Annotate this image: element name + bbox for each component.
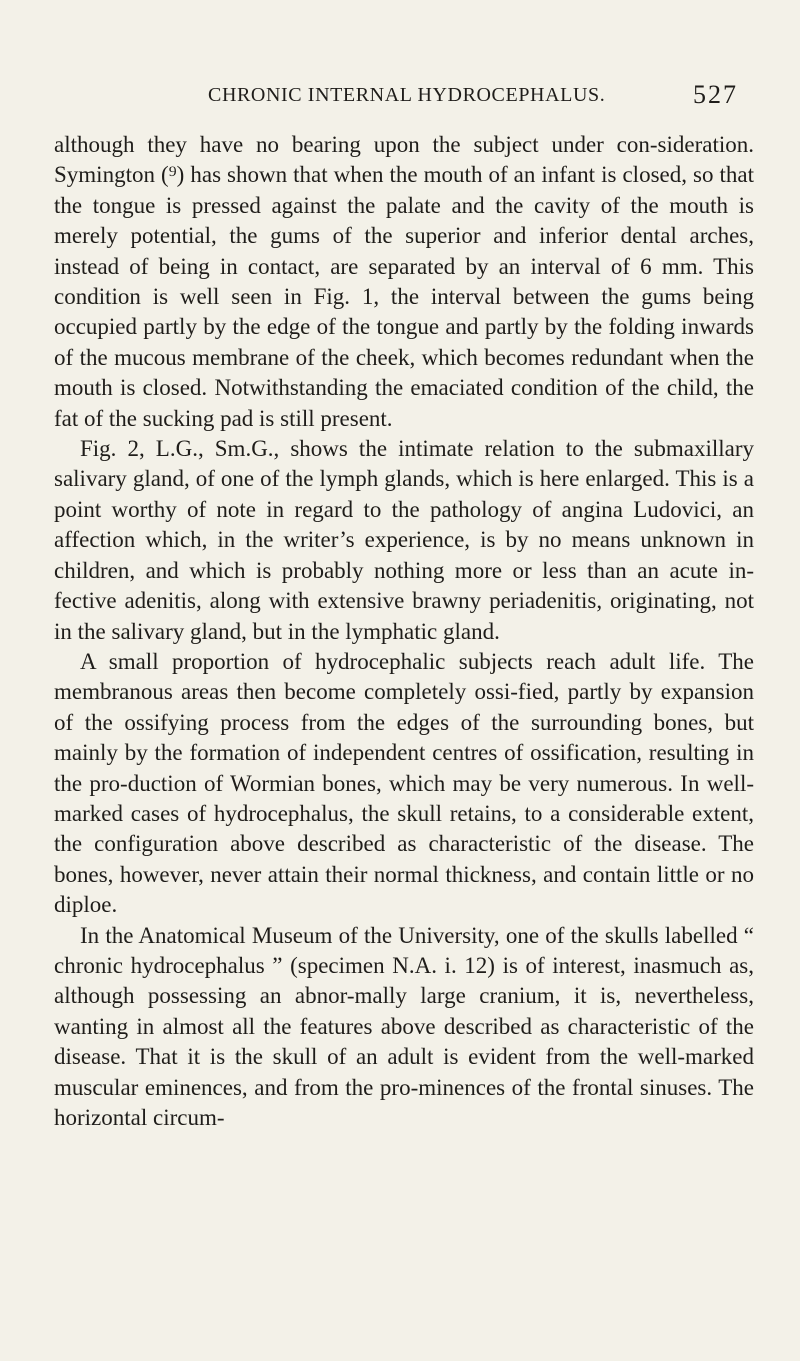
running-header <box>0 80 800 124</box>
running-title: CHRONIC INTERNAL HYDROCEPHALUS. <box>208 84 606 106</box>
paragraph: Fig. 2, L.G., Sm.G., shows the intimate relation to the submaxillary salivary gland, of one of the lymph glands, which is here enlarged. This is a point worthy of note in regard to the pathology of angina Ludovici, an affection which, in the writer’s experience, is by no means unknown in children, and which is probably nothing more or less than an acute in-fective adenitis, along with extensive brawny periadenitis, originating, not in the salivary gland, but in the lymphatic gland. <box>54 436 754 644</box>
page-number: 527 <box>693 80 738 109</box>
paragraph: In the Anatomical Museum of the University, one of the skulls labelled “ chronic hydrocephalus ” (specimen N.A. i. 12) is of interest, inasmuch as, although possessing an abnor-mally large cranium, it is, nevertheless, wanting in almost all the features above described as characteristic of the disease. That it is the skull of an adult is evident from the well-marked muscular eminences, and from the pro-minences of the frontal sinuses. The horizontal circum- <box>54 922 754 1130</box>
body-text <box>54 130 754 1133</box>
paragraph: A small proportion of hydrocephalic subjects reach adult life. The membranous areas then become completely ossi-fied, partly by expansion of the ossifying process from the edges of the surrounding bones, but mainly by the formation of independent centres of ossification, resulting in the pro-duction of Wormian bones, which may be very numerous. In well-marked cases of hydrocephalus, the skull retains, to a considerable extent, the configuration above described as characteristic of the disease. The bones, however, never attain their normal thickness, and contain little or no diploe. <box>54 648 754 918</box>
paragraph: although they have no bearing upon the subject under con-sideration. Symington (⁹) has shown that when the mouth of an infant is closed, so that the tongue is pressed against the palate and the cavity of the mouth is merely potential, the gums of the superior and inferior dental arches, instead of being in contact, are separated by an interval of 6 mm. This condition is well seen in Fig. 1, the interval between the gums being occupied partly by the edge of the tongue and partly by the folding inwards of the mucous membrane of the cheek, which becomes redundant when the mouth is closed. Notwithstanding the emaciated condition of the child, the fat of the sucking pad is still present. <box>54 132 754 431</box>
